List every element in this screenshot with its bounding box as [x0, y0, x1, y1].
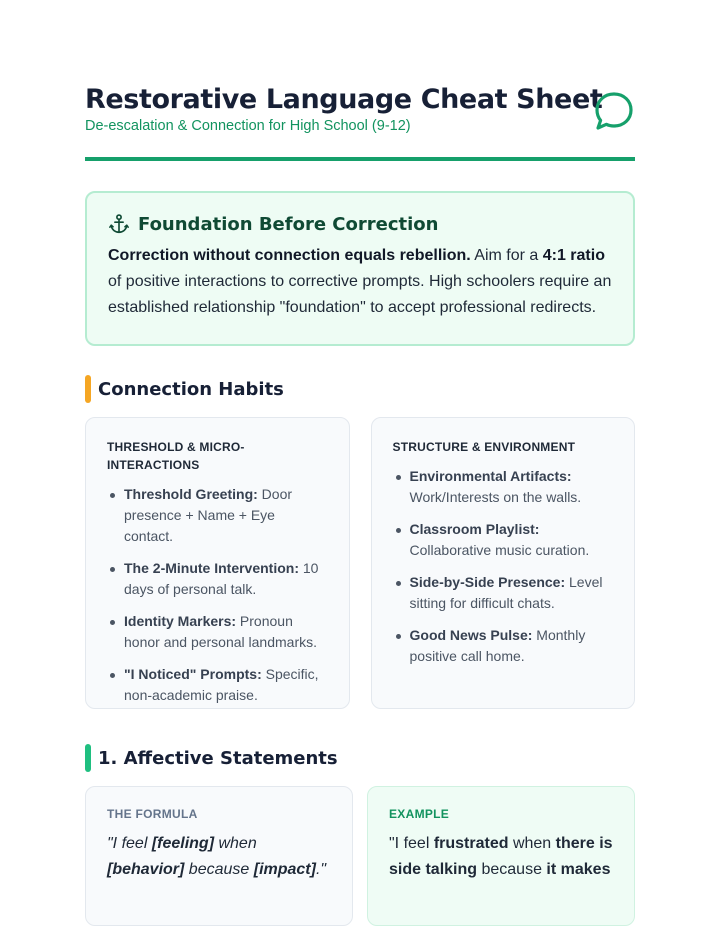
foundation-text-2: of positive interactions to corrective prompts. High schoolers require an established relationship "foundation" to accept professional redirects.: [108, 273, 612, 316]
page-subtitle: De-escalation & Connection for High School (9-12): [85, 118, 411, 134]
item-term: Environmental Artifacts:: [409, 468, 572, 484]
foundation-callout: [85, 191, 635, 346]
section-title: 1. Affective Statements: [98, 747, 338, 769]
item-desc: Door presence + Name + Eye contact.: [124, 486, 293, 544]
foundation-heading: [108, 213, 612, 235]
structure-card: [371, 417, 636, 709]
formula-part: when: [214, 835, 257, 852]
formula-part: because: [184, 861, 254, 878]
foundation-body: [108, 243, 612, 321]
card-title: STRUCTURE & ENVIRONMENT: [392, 440, 576, 454]
foundation-lead: Correction without connection equals rebellion.: [108, 247, 471, 264]
example-part: when: [508, 835, 556, 852]
list-item: [393, 625, 614, 667]
item-desc: Pronoun honor and personal landmarks.: [124, 613, 318, 650]
list-item: [393, 572, 614, 614]
item-term: Classroom Playlist:: [409, 521, 540, 537]
item-desc: Specific, non-academic praise.: [124, 666, 319, 703]
foundation-ratio: 4:1 ratio: [542, 247, 605, 264]
example-label: EXAMPLE: [389, 807, 450, 821]
example-card: [367, 786, 635, 926]
item-term: The 2-Minute Intervention:: [124, 560, 299, 576]
formula-placeholder: [behavior]: [107, 861, 185, 878]
item-desc: Level sitting for difficult chats.: [409, 574, 603, 611]
item-term: Threshold Greeting:: [124, 486, 258, 502]
formula-part: .": [315, 861, 327, 878]
example-part: because: [477, 861, 547, 878]
item-desc: Work/Interests on the walls.: [409, 489, 582, 505]
section-title: Connection Habits: [98, 378, 284, 400]
header: [85, 0, 635, 161]
connection-habits-heading: [85, 375, 635, 403]
list-item: [393, 466, 614, 508]
list-item: [107, 611, 328, 653]
item-term: Side-by-Side Presence:: [409, 574, 566, 590]
affective-cards: [85, 786, 635, 926]
example-text: [389, 831, 613, 883]
item-term: Identity Markers:: [124, 613, 237, 629]
formula-placeholder: [impact]: [253, 861, 316, 878]
example-highlight: it makes: [546, 861, 611, 878]
example-highlight: there is side talking: [389, 835, 613, 878]
section-accent-bar: [85, 375, 91, 403]
threshold-card: [85, 417, 350, 709]
formula-placeholder: [feeling]: [151, 835, 215, 852]
item-term: "I Noticed" Prompts:: [124, 666, 262, 682]
habit-list: [393, 466, 614, 667]
list-item: [107, 558, 328, 600]
anchor-icon: [108, 213, 130, 235]
habit-list: [107, 484, 328, 706]
example-highlight: frustrated: [433, 835, 509, 852]
item-term: Good News Pulse:: [409, 627, 533, 643]
affective-statements-heading: [85, 744, 635, 772]
formula-card: [85, 786, 353, 926]
card-title: THRESHOLD & MICRO-INTERACTIONS: [107, 440, 245, 472]
list-item: [393, 519, 614, 561]
formula-label: THE FORMULA: [107, 807, 198, 821]
formula-part: "I feel: [107, 835, 152, 852]
foundation-text-1: Aim for a: [470, 247, 543, 264]
connection-habits-cards: [85, 417, 635, 709]
formula-text: [107, 831, 331, 883]
list-item: [107, 484, 328, 547]
section-accent-bar: [85, 744, 91, 772]
chat-bubble-icon: [593, 90, 635, 132]
list-item: [107, 664, 328, 706]
item-desc: Collaborative music curation.: [409, 542, 590, 558]
page-title: Restorative Language Cheat Sheet: [85, 84, 603, 115]
foundation-title: Foundation Before Correction: [138, 213, 439, 235]
item-desc: Monthly positive call home.: [409, 627, 586, 664]
example-part: "I feel: [389, 835, 434, 852]
item-desc: 10 days of personal talk.: [124, 560, 319, 597]
